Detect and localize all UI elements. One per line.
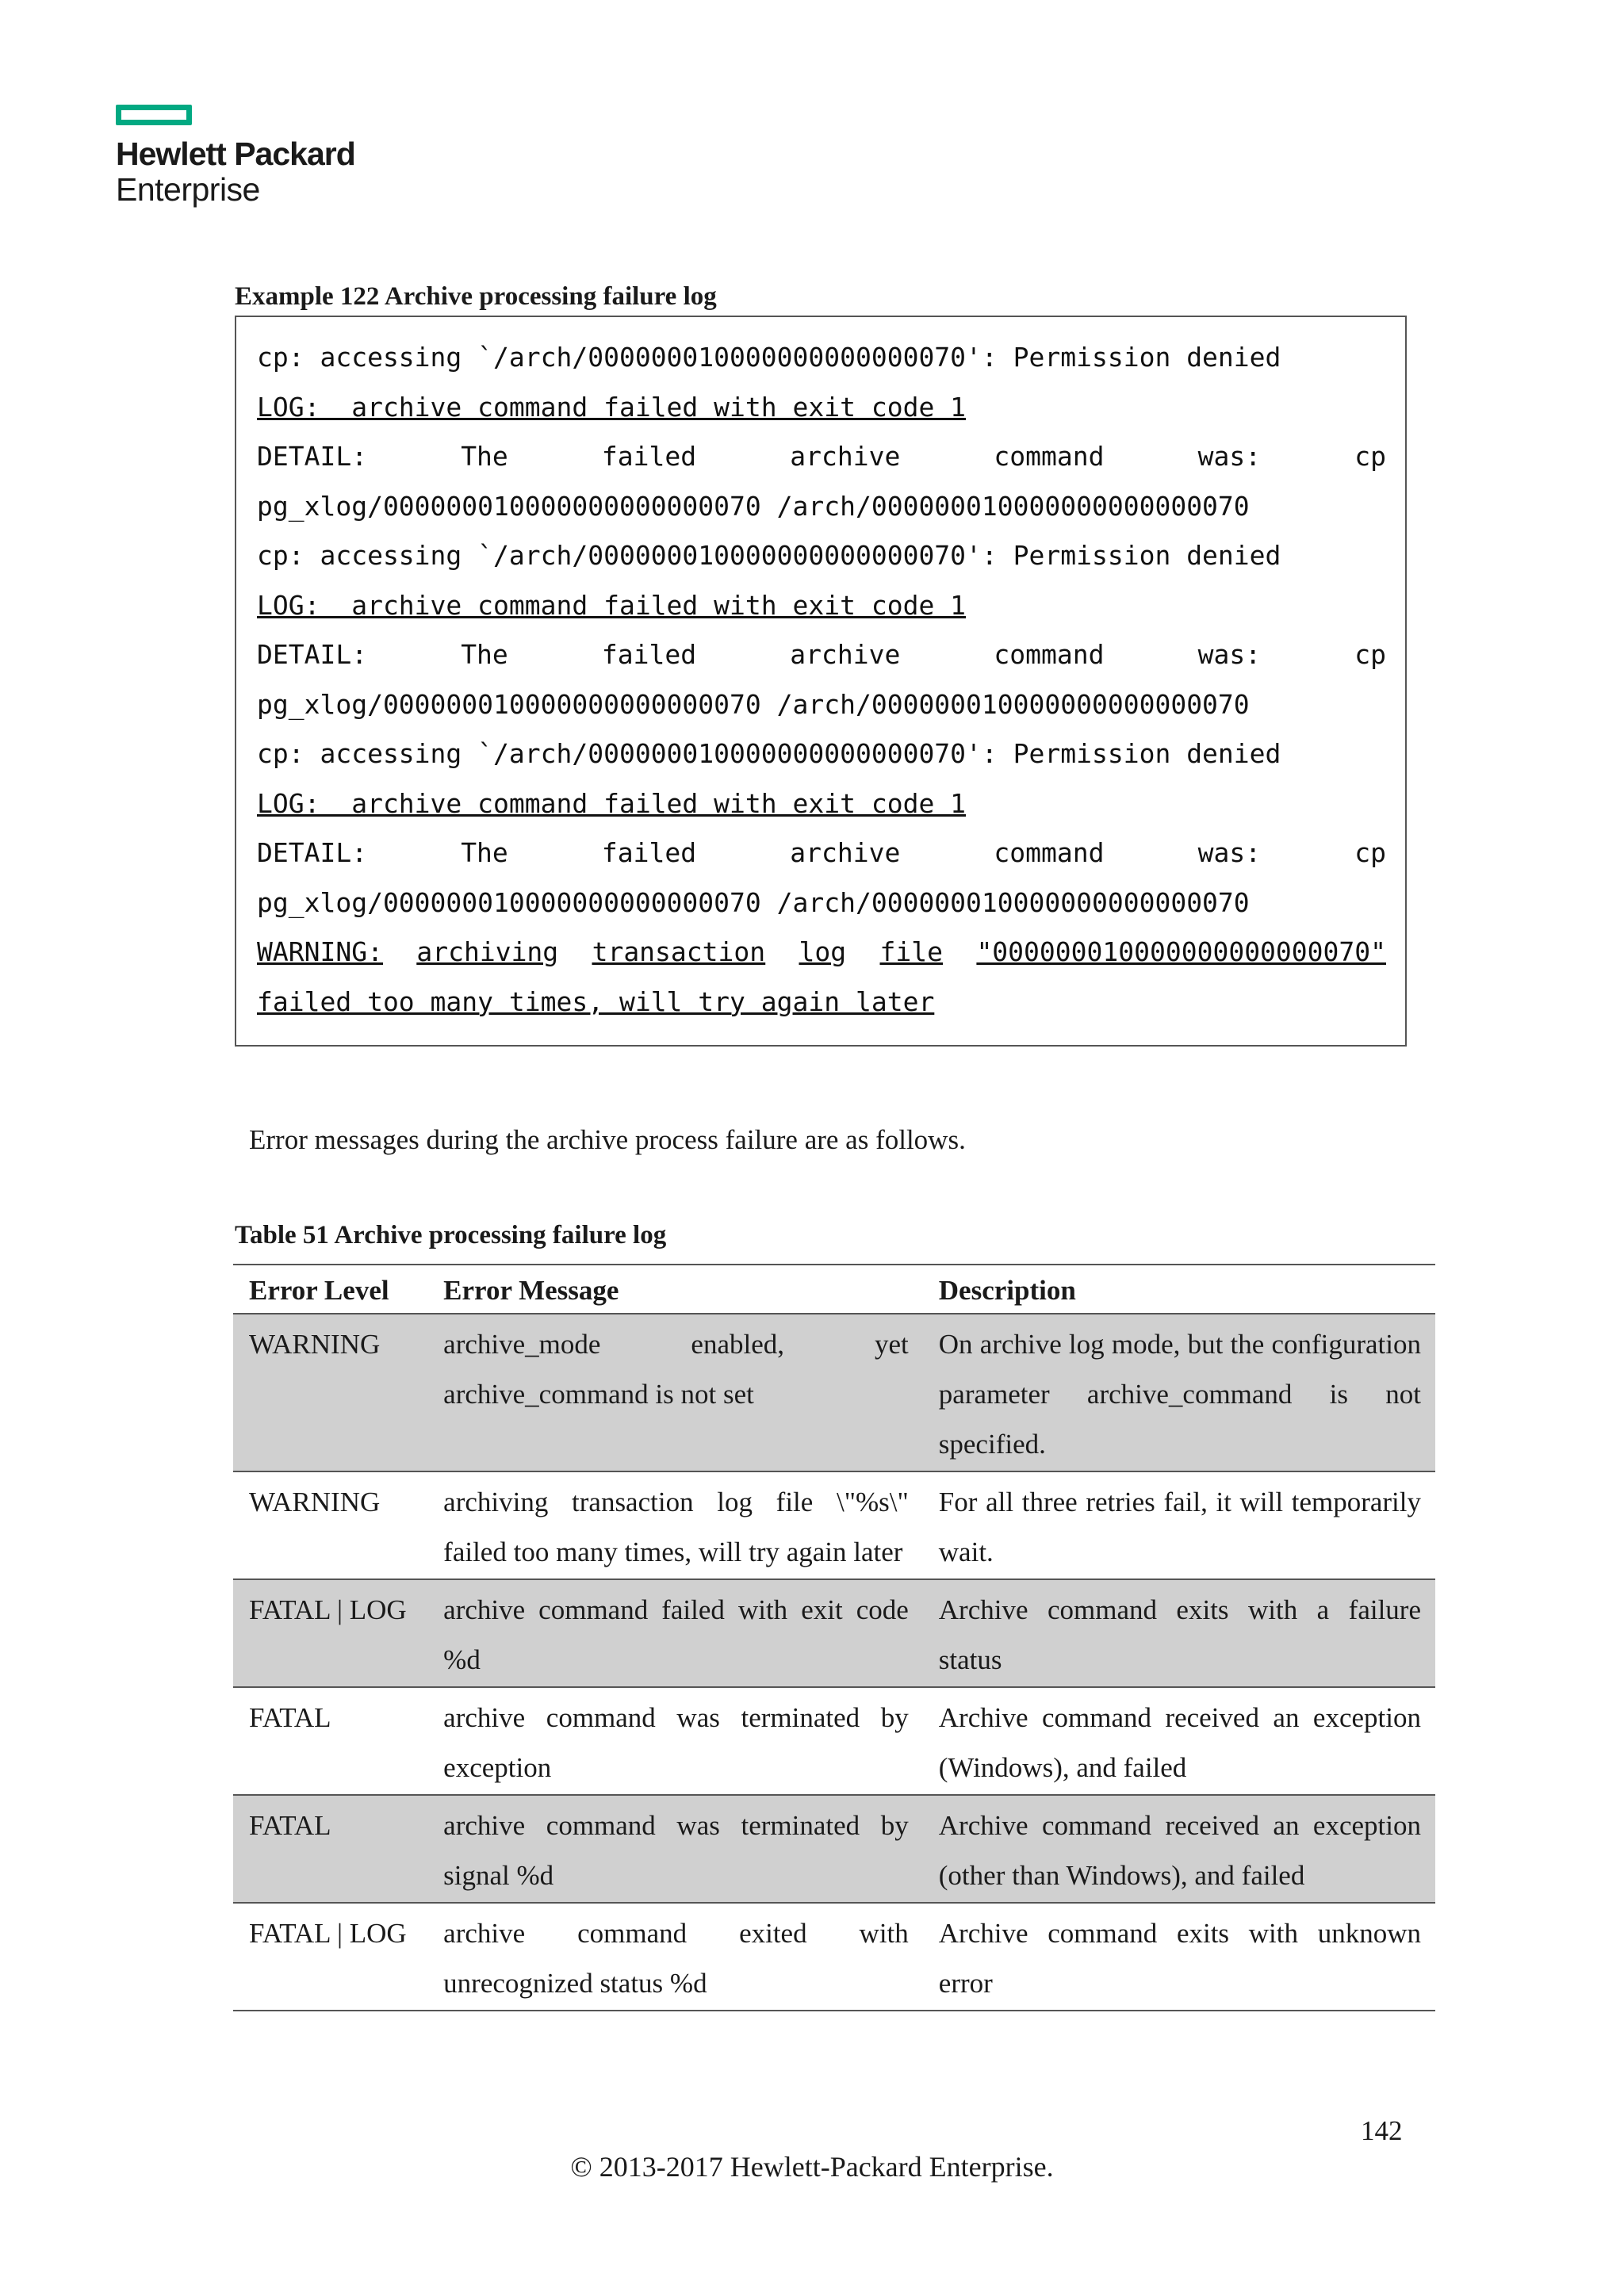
example-caption: Example 122 Archive processing failure log bbox=[235, 282, 717, 311]
table-row bbox=[233, 1579, 1435, 1687]
error-level-cell: WARNING bbox=[233, 1314, 427, 1471]
error-level-cell: FATAL bbox=[233, 1687, 427, 1795]
code-line: cp: accessing `/arch/000000010000000000000070': Permission denied bbox=[257, 342, 1281, 373]
table-row bbox=[233, 1687, 1435, 1795]
error-message-cell: archiving transaction log file \"%s\" failed too many times, will try again later bbox=[427, 1471, 923, 1579]
description-cell: Archive command received an exception (Windows), and failed bbox=[923, 1687, 1435, 1795]
error-message-cell: archive command exited with unrecognized status %d bbox=[427, 1903, 923, 2011]
code-line: WARNING: archiving transaction log file "000000010000000000000070" bbox=[257, 936, 1386, 967]
code-line: pg_xlog/000000010000000000000070 /arch/000000010000000000000070 bbox=[257, 490, 1250, 522]
error-message-cell: archive_mode enabled, yet archive_command is not set bbox=[427, 1314, 923, 1471]
table-row bbox=[233, 1795, 1435, 1903]
code-line: LOG: archive command failed with exit code 1 bbox=[257, 391, 967, 423]
description-cell: For all three retries fail, it will temporarily wait. bbox=[923, 1471, 1435, 1579]
error-level-cell: FATAL | LOG bbox=[233, 1579, 427, 1687]
description-cell: Archive command exits with a failure status bbox=[923, 1579, 1435, 1687]
code-line: failed too many times, will try again later bbox=[257, 985, 935, 1017]
description-cell: Archive command exits with unknown error bbox=[923, 1903, 1435, 2011]
code-line: cp: accessing `/arch/000000010000000000000070': Permission denied bbox=[257, 738, 1281, 769]
logo-text-line1: Hewlett Packard bbox=[116, 136, 355, 172]
hpe-logo bbox=[116, 105, 355, 208]
error-message-cell: archive command was terminated by exception bbox=[427, 1687, 923, 1795]
table-row bbox=[233, 1471, 1435, 1579]
table-row bbox=[233, 1314, 1435, 1471]
table-caption: Table 51 Archive processing failure log bbox=[235, 1221, 667, 1249]
header-error-message: Error Message bbox=[427, 1265, 923, 1314]
table-row bbox=[233, 1903, 1435, 2011]
code-block bbox=[235, 316, 1407, 1047]
error-table bbox=[233, 1264, 1435, 2011]
code-line: LOG: archive command failed with exit code 1 bbox=[257, 589, 967, 621]
body-paragraph: Error messages during the archive process failure are as follows. bbox=[249, 1124, 966, 1155]
error-level-cell: FATAL | LOG bbox=[233, 1903, 427, 2011]
table-header-row bbox=[233, 1265, 1435, 1314]
error-message-cell: archive command failed with exit code %d bbox=[427, 1579, 923, 1687]
description-cell: On archive log mode, but the configuration parameter archive_command is not specified. bbox=[923, 1314, 1435, 1471]
header-description: Description bbox=[923, 1265, 1435, 1314]
header-error-level: Error Level bbox=[233, 1265, 427, 1314]
error-level-cell: FATAL bbox=[233, 1795, 427, 1903]
code-line: DETAIL: The failed archive command was: cp bbox=[257, 441, 1386, 472]
page-number: 142 bbox=[1361, 2115, 1403, 2146]
code-line: cp: accessing `/arch/000000010000000000000070': Permission denied bbox=[257, 540, 1281, 571]
footer-copyright: © 2013-2017 Hewlett-Packard Enterprise. bbox=[570, 2151, 1054, 2183]
description-cell: Archive command received an exception (other than Windows), and failed bbox=[923, 1795, 1435, 1903]
error-message-cell: archive command was terminated by signal %d bbox=[427, 1795, 923, 1903]
code-line: pg_xlog/000000010000000000000070 /arch/000000010000000000000070 bbox=[257, 688, 1250, 720]
code-line: DETAIL: The failed archive command was: cp bbox=[257, 837, 1386, 868]
code-line: pg_xlog/000000010000000000000070 /arch/000000010000000000000070 bbox=[257, 886, 1250, 918]
code-line: LOG: archive command failed with exit code 1 bbox=[257, 787, 967, 819]
logo-text-line2: Enterprise bbox=[116, 171, 260, 208]
error-level-cell: WARNING bbox=[233, 1471, 427, 1579]
code-line: DETAIL: The failed archive command was: cp bbox=[257, 639, 1386, 670]
logo-mark-icon bbox=[116, 105, 192, 125]
